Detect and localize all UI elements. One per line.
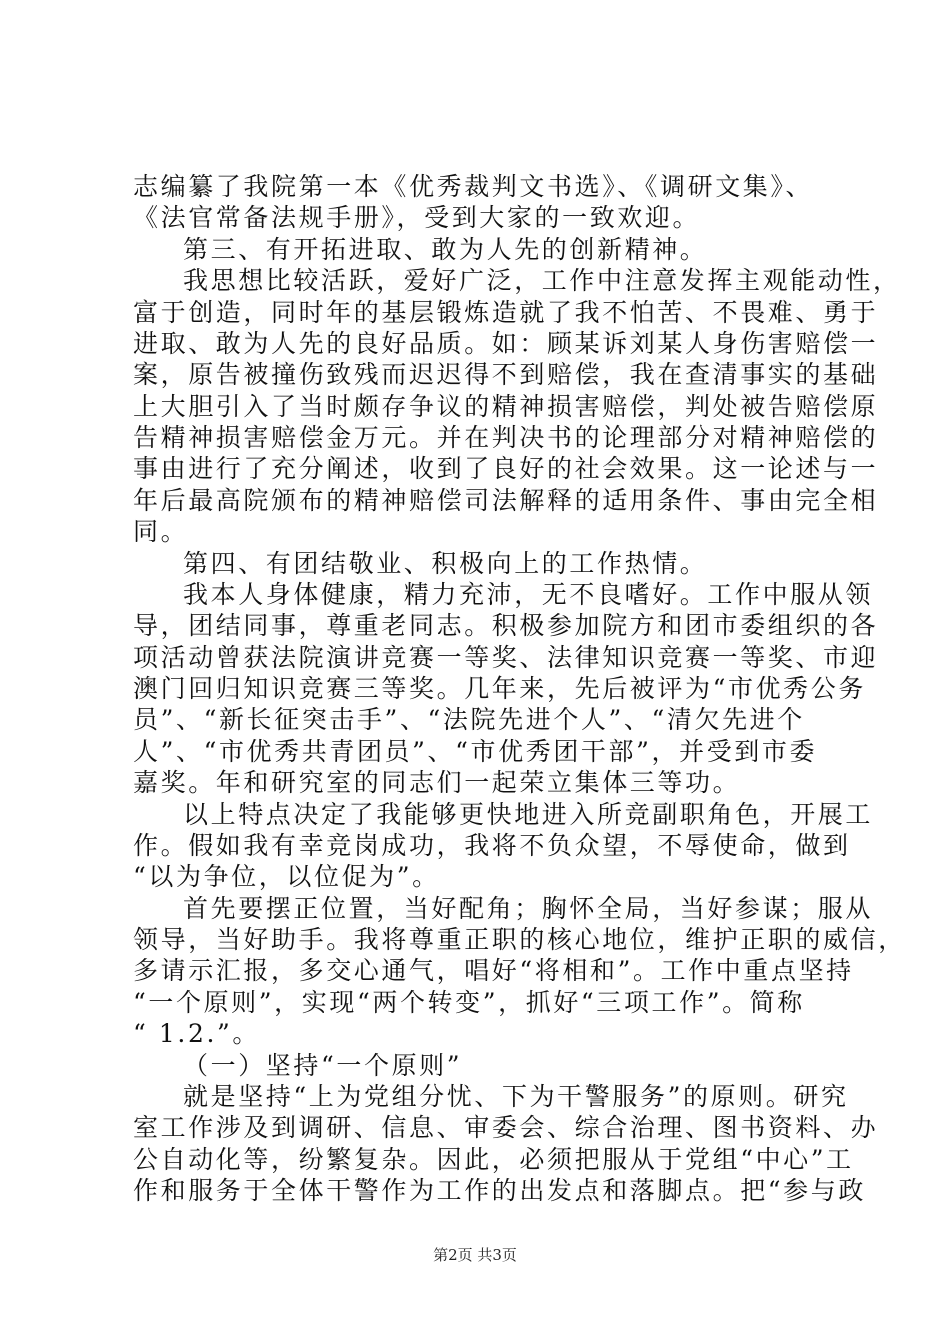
section-heading: 第三、有开拓进取、敢为人先的创新精神。 — [183, 235, 708, 264]
text-line: 室工作涉及到调研、信息、审委会、综合治理、图书资料、办 — [133, 1113, 879, 1142]
text-line: 我思想比较活跃，爱好广泛，工作中注意发挥主观能动性， — [183, 266, 901, 295]
text-line: 上大胆引入了当时颇存争议的精神损害赔偿，判处被告赔偿原 — [133, 392, 879, 421]
text-line: 富于创造，同时年的基层锻炼造就了我不怕苦、不畏难、勇于 — [133, 298, 879, 327]
text-line: 嘉奖。年和研究室的同志们一起荣立集体三等功。 — [133, 768, 741, 797]
text-line: 员”、“新长征突击手”、“法院先进个人”、“清欠先进个 — [133, 705, 805, 734]
text-line: 项活动曾获法院演讲竞赛一等奖、法律知识竞赛一等奖、市迎 — [133, 643, 879, 672]
text-line: 人”、“市优秀共青团员”、“市优秀团干部”，并受到市委 — [133, 737, 818, 766]
text-line: 以上特点决定了我能够更快地进入所竞副职角色，开展工 — [183, 800, 874, 829]
section-heading: 第四、有团结敬业、积极向上的工作热情。 — [183, 549, 708, 578]
text-line: 事由进行了充分阐述，收到了良好的社会效果。这一论述与一 — [133, 454, 879, 483]
text-line: 志编纂了我院第一本《优秀裁判文书选》、《调研文集》、 — [133, 172, 814, 201]
text-line: 同。 — [133, 517, 189, 546]
text-line: “ 1.2.”。 — [133, 1019, 261, 1048]
text-line: 我本人身体健康，精力充沛，无不良嗜好。工作中服从领 — [183, 580, 874, 609]
text-line: 年后最高院颁布的精神赔偿司法解释的适用条件、事由完全相 — [133, 486, 879, 515]
text-line: 多请示汇报，多交心通气，唱好“将相和”。工作中重点坚持 — [133, 956, 854, 985]
text-line: “一个原则”，实现“两个转变”，抓好“三项工作”。简称 — [133, 988, 805, 1017]
text-line: 《法官常备法规手册》，受到大家的一致欢迎。 — [133, 203, 701, 232]
text-line: 首先要摆正位置，当好配角；胸怀全局，当好参谋；服从 — [183, 894, 874, 923]
text-line: 告精神损害赔偿金万元。并在判决书的论理部分对精神赔偿的 — [133, 423, 879, 452]
text-line: 作和服务于全体干警作为工作的出发点和落脚点。把“参与政 — [133, 1176, 866, 1205]
text-line: 进取、敢为人先的良好品质。如：顾某诉刘某人身伤害赔偿一 — [133, 329, 879, 358]
text-line: 澳门回归知识竞赛三等奖。几年来，先后被评为“市优秀公务 — [133, 674, 866, 703]
text-line: “以为争位，以位促为”。 — [133, 862, 440, 891]
text-line: 公自动化等，纷繁复杂。因此，必须把服从于党组“中心”工 — [133, 1145, 854, 1174]
text-line: 案，原告被撞伤致残而迟迟得不到赔偿，我在查清事实的基础 — [133, 360, 879, 389]
page-number-footer: 第2页 共3页 — [433, 1246, 517, 1264]
subsection-heading: （一）坚持“一个原则” — [183, 1051, 463, 1080]
text-line: 作。假如我有幸竞岗成功，我将不负众望，不辱使命，做到 — [133, 831, 851, 860]
text-line: 导，团结同事，尊重老同志。积极参加院方和团市委组织的各 — [133, 611, 879, 640]
text-line: 领导，当好助手。我将尊重正职的核心地位，维护正职的威信， — [133, 925, 906, 954]
text-line: 就是坚持“上为党组分忧、下为干警服务”的原则。研究 — [183, 1082, 849, 1111]
